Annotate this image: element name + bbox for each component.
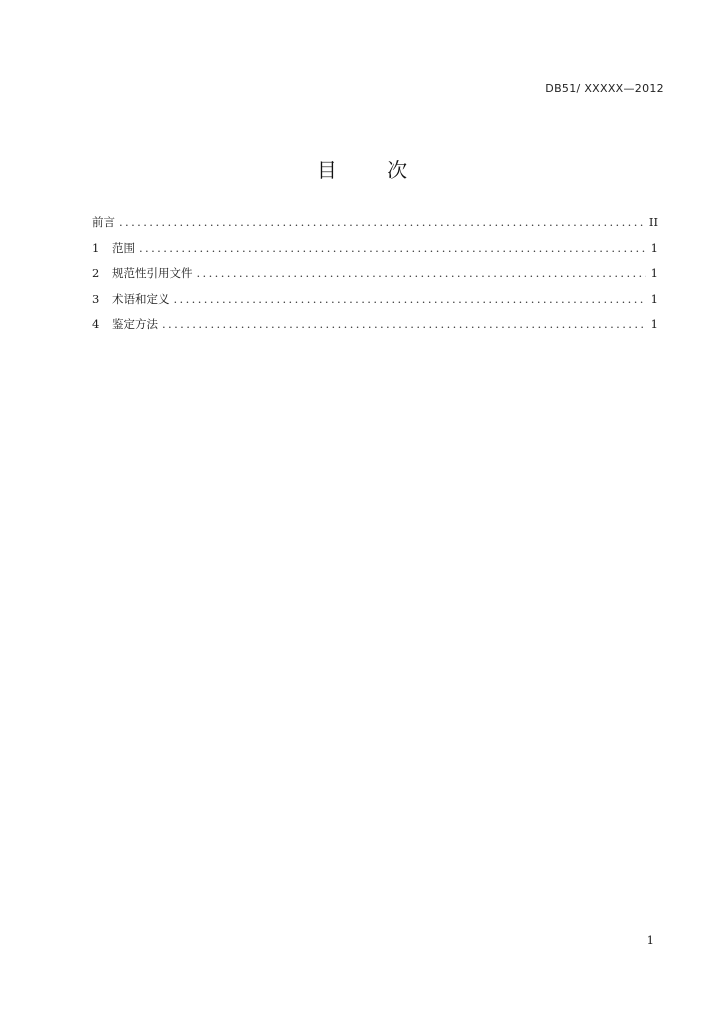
toc-entry-page: 1 — [650, 266, 658, 280]
toc-entry-terms-definitions[interactable] — [92, 287, 658, 313]
toc-entry-label: 规范性引用文件 — [112, 266, 193, 280]
toc-entry-page: 1 — [650, 291, 658, 306]
toc-entry-label: 术语和定义 — [112, 291, 170, 306]
toc-title-char-2: 次 — [387, 158, 408, 182]
toc-entry-number: 3 — [92, 291, 100, 306]
toc-entry-number: 2 — [92, 266, 100, 280]
toc-entry-label: 范围 — [112, 240, 135, 255]
toc-leader-dots — [174, 287, 647, 313]
toc-entry-number: 4 — [92, 317, 100, 331]
document-code: DB51/ XXXXX—2012 — [545, 82, 664, 95]
toc-entry-page: 1 — [650, 317, 658, 331]
toc-leader-dots — [119, 210, 645, 236]
toc-title — [0, 154, 724, 183]
toc-entry-identification-methods[interactable] — [92, 312, 658, 338]
toc-entry-scope[interactable] — [92, 236, 658, 262]
toc-leader-dots — [139, 236, 646, 262]
toc-leader-dots — [162, 312, 646, 338]
toc-entry-foreword[interactable] — [92, 210, 658, 236]
toc-entry-page: II — [648, 215, 658, 229]
page-number: 1 — [646, 933, 654, 947]
toc-entry-label: 鉴定方法 — [112, 317, 158, 331]
toc-entry-page: 1 — [650, 240, 658, 255]
toc-list — [92, 210, 658, 338]
toc-title-char-1: 目 — [316, 158, 337, 182]
toc-entry-label: 前言 — [92, 215, 115, 229]
toc-entry-number: 1 — [92, 240, 100, 255]
toc-entry-normative-references[interactable] — [92, 261, 658, 287]
toc-leader-dots — [197, 261, 647, 287]
